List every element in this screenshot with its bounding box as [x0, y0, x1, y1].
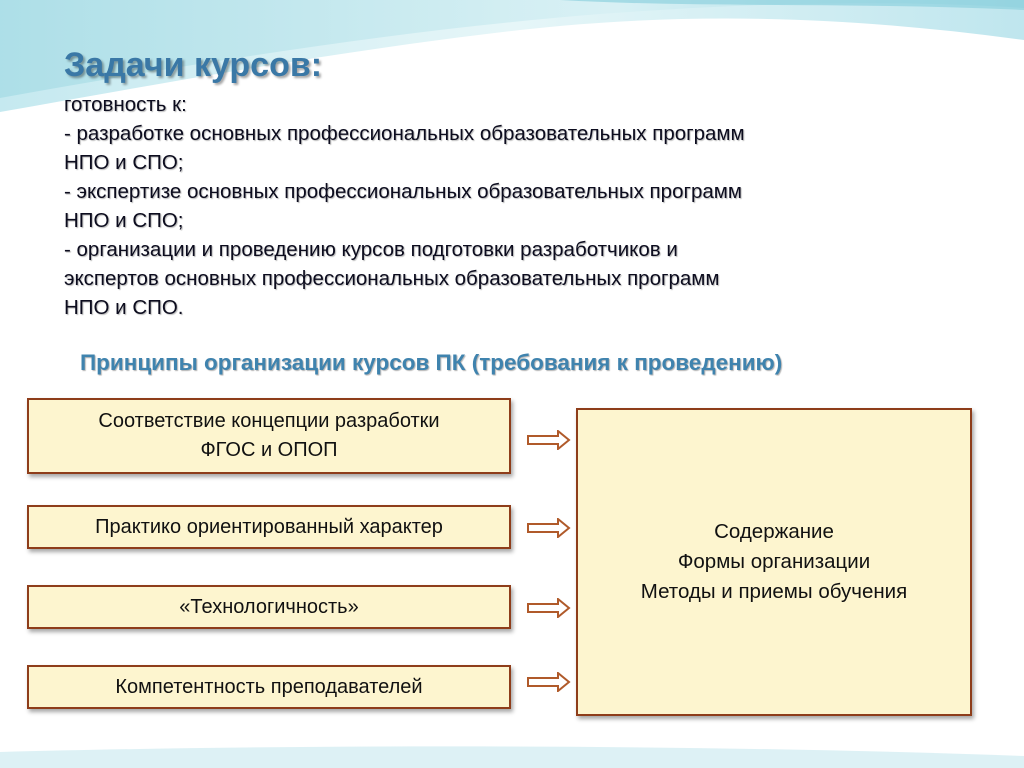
- double-line-right-arrow-icon: [527, 672, 571, 692]
- tasks-line: НПО и СПО;: [64, 209, 184, 232]
- tasks-line: НПО и СПО.: [64, 296, 184, 319]
- content-box: [576, 408, 972, 716]
- principle-box-competence: [27, 665, 511, 709]
- double-line-right-arrow-icon: [527, 518, 571, 538]
- principle-box-practice: [27, 505, 511, 549]
- principle-box-text: Практико ориентированный характер: [95, 515, 443, 538]
- principle-box-text: Соответствие концепции разработки: [98, 410, 440, 432]
- principle-box-text: ФГОС и ОПОП: [200, 439, 338, 461]
- tasks-line: экспертов основных профессиональных образовательных программ: [64, 267, 720, 290]
- tasks-line: НПО и СПО;: [64, 151, 184, 174]
- tasks-line: - экспертизе основных профессиональных образовательных программ: [64, 180, 742, 203]
- double-line-right-arrow-icon: [527, 598, 571, 618]
- principle-box-concept: [27, 398, 511, 474]
- principle-box-technology: [27, 585, 511, 629]
- content-box-line: Методы и приемы обучения: [640, 580, 908, 603]
- principle-box-text: Компетентность преподавателей: [115, 675, 423, 698]
- tasks-line: - разработке основных профессиональных образовательных программ: [64, 122, 745, 145]
- content-box-line: Формы организации: [677, 550, 871, 573]
- tasks-lead: готовность к:: [64, 93, 187, 116]
- principle-box-text: «Технологичность»: [179, 595, 359, 618]
- principles-title: Принципы организации курсов ПК (требования к проведению): [80, 350, 783, 375]
- tasks-text: [64, 90, 964, 322]
- tasks-line: - организации и проведению курсов подготовки разработчиков и: [64, 238, 678, 261]
- double-line-right-arrow-icon: [527, 430, 571, 450]
- wave-bottom: [0, 746, 1024, 768]
- slide-heading: Задачи курсов:: [64, 46, 323, 84]
- content-box-line: Содержание: [714, 520, 834, 543]
